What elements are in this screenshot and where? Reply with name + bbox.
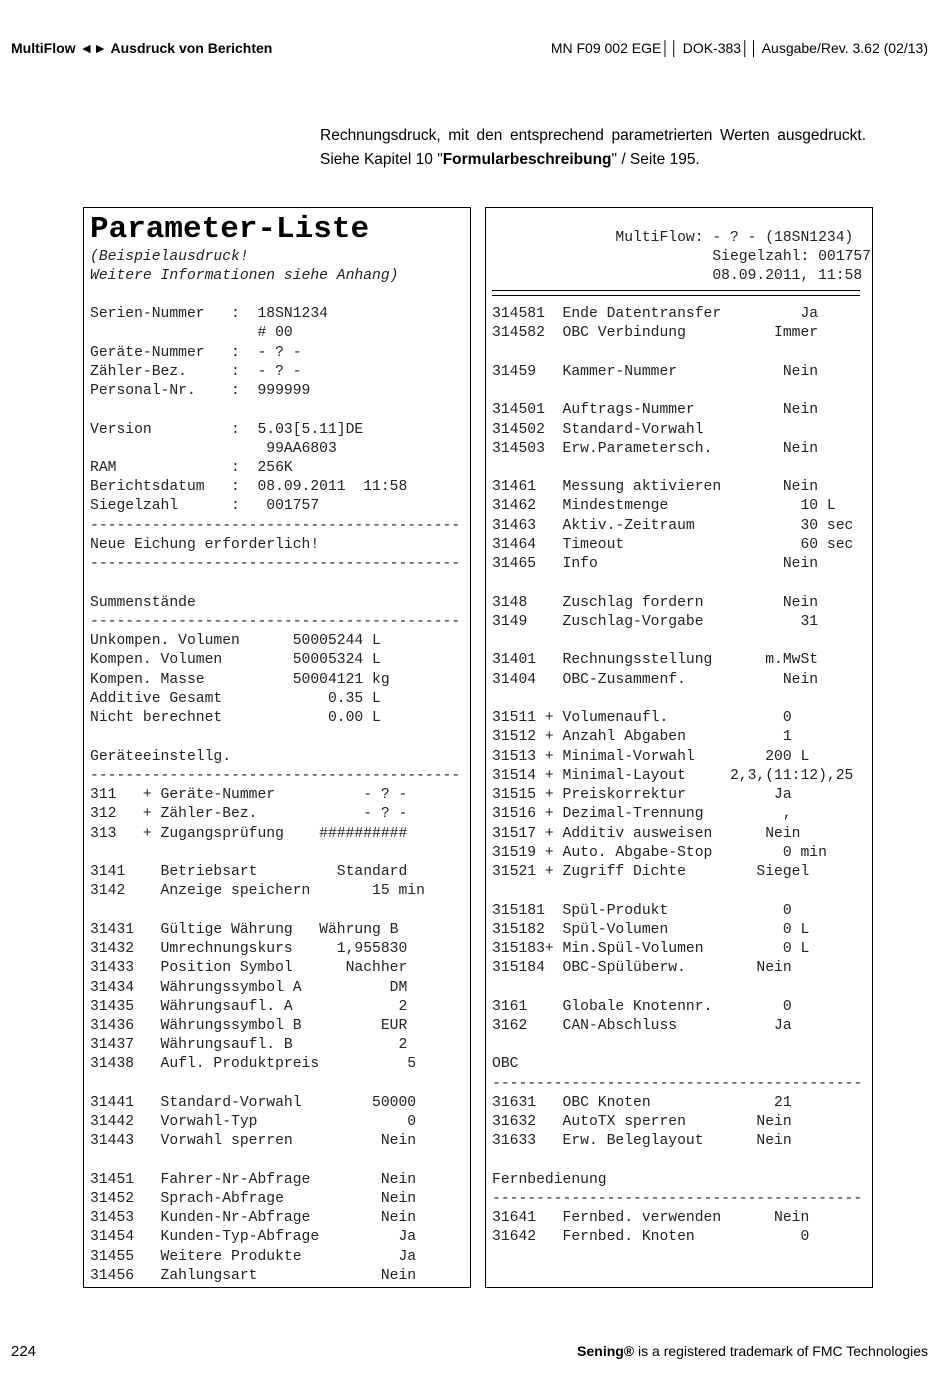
- header-doc-reference: MN F09 002 EGE││ DOK-383││ Ausgabe/Rev. 3.62 (02/13): [550, 40, 928, 56]
- printout-line-right-19: 31515 + Preiskorrektur Ja: [492, 787, 792, 803]
- printout-line-left-19: Nicht berechnet 0.00 L: [90, 710, 381, 726]
- printout-line-left-13: Summenstände: [90, 595, 196, 611]
- printout-line-right-37: 31641 Fernbed. verwenden Nein: [492, 1210, 810, 1226]
- printout-line-right-10: 31465 Info Nein: [492, 556, 819, 572]
- printout-line-left-1: # 00: [90, 325, 293, 341]
- receipt-header-line-0: MultiFlow: - ? - (18SN1234): [492, 230, 854, 246]
- printout-line-left-28: 31432 Umrechnungskurs 1,955830: [90, 941, 408, 957]
- printout-line-left-5: Version : 5.03[5.11]DE: [90, 422, 364, 438]
- printout-line-left-38: 31451 Fahrer-Nr-Abfrage Nein: [90, 1172, 417, 1188]
- printout-line-left-33: 31437 Währungsaufl. B 2: [90, 1037, 408, 1053]
- printout-line-right-26: 315183+ Min.Spül-Volumen 0 L: [492, 941, 810, 957]
- intro-paragraph: [320, 124, 866, 172]
- printout-line-right-17: 31513 + Minimal-Vorwahl 200 L: [492, 749, 810, 765]
- printout-line-right-15: 31511 + Volumenaufl. 0: [492, 710, 792, 726]
- printout-line-left-4: Personal-Nr. : 999999: [90, 383, 311, 399]
- printout-line-right-7: 31462 Mindestmenge 10 L: [492, 498, 836, 514]
- printout-line-left-34: 31438 Aufl. Produktpreis 5: [90, 1056, 417, 1072]
- printout-line-left-43: 31456 Zahlungsart Nein: [90, 1268, 417, 1284]
- printout-line-right-6: 31461 Messung aktivieren Nein: [492, 479, 819, 495]
- printout-line-right-35: Fernbedienung: [492, 1172, 607, 1188]
- printout-line-right-4: 314502 Standard-Vorwahl: [492, 422, 704, 438]
- printout-line-left-9: Siegelzahl : 001757: [90, 498, 320, 514]
- printout-line-left-18: Additive Gesamt 0.35 L: [90, 691, 381, 707]
- printout-line-right-31: ------------------------------------------: [492, 1076, 863, 1092]
- printout-line-left-32: 31436 Währungssymbol B EUR: [90, 1018, 408, 1034]
- printout-line-left-23: 312 + Zähler-Bez. - ? -: [90, 806, 408, 822]
- printout-line-left-40: 31453 Kunden-Nr-Abfrage Nein: [90, 1210, 417, 1226]
- printout-line-left-10: ------------------------------------------: [90, 518, 461, 534]
- printout-line-right-5: 314503 Erw.Parametersch. Nein: [492, 441, 819, 457]
- printout-line-left-31: 31435 Währungsaufl. A 2: [90, 999, 408, 1015]
- intro-text-part1: Rechnungsdruck, mit den entsprechend parametrierten Werten ausgedruckt. Siehe Kapitel 10 ": [320, 127, 866, 168]
- receipt-header-line-2: 08.09.2011, 11:58: [492, 268, 863, 284]
- printout-line-right-29: 3162 CAN-Abschluss Ja: [492, 1018, 792, 1034]
- printout-line-left-41: 31454 Kunden-Typ-Abfrage Ja: [90, 1229, 417, 1245]
- printout-line-right-25: 315182 Spül-Volumen 0 L: [492, 922, 810, 938]
- printout-line-left-12: ------------------------------------------: [90, 556, 461, 572]
- trademark-text: is a registered trademark of FMC Technologies: [634, 1343, 928, 1359]
- printout-line-left-2: Geräte-Nummer : - ? -: [90, 345, 302, 361]
- printout-line-left-42: 31455 Weitere Produkte Ja: [90, 1249, 417, 1265]
- printout-line-left-17: Kompen. Masse 50004121 kg: [90, 672, 390, 688]
- printout-line-right-30: OBC: [492, 1056, 519, 1072]
- printout-line-left-30: 31434 Währungssymbol A DM: [90, 980, 408, 996]
- printout-line-left-24: 313 + Zugangsprüfung ##########: [90, 826, 408, 842]
- printout-line-left-27: 31431 Gültige Währung Währung B: [90, 922, 399, 938]
- printout-line-left-16: Kompen. Volumen 50005324 L: [90, 652, 381, 668]
- printout-line-right-1: 314582 OBC Verbindung Immer: [492, 325, 819, 341]
- printout-line-left-14: ------------------------------------------: [90, 614, 461, 630]
- printout-line-left-22: 311 + Geräte-Nummer - ? -: [90, 787, 408, 803]
- intro-text-part2: " / Seite 195.: [611, 151, 700, 168]
- printout-line-left-6: 99AA6803: [90, 441, 337, 457]
- printout-line-right-3: 314501 Auftrags-Nummer Nein: [492, 402, 819, 418]
- printout-line-right-21: 31517 + Additiv ausweisen Nein: [492, 826, 801, 842]
- printout-line-left-20: Geräteeinstellg.: [90, 749, 232, 765]
- header-left-title: MultiFlow ◄► Ausdruck von Berichten: [11, 40, 273, 56]
- printout-line-left-3: Zähler-Bez. : - ? -: [90, 364, 302, 380]
- printout-line-right-9: 31464 Timeout 60 sec: [492, 537, 854, 553]
- printout-line-right-20: 31516 + Dezimal-Trennung ,: [492, 806, 792, 822]
- printout-line-left-35: 31441 Standard-Vorwahl 50000: [90, 1095, 417, 1111]
- printout-line-right-16: 31512 + Anzahl Abgaben 1: [492, 729, 792, 745]
- printout-line-right-27: 315184 OBC-Spülüberw. Nein: [492, 960, 792, 976]
- printout-line-left-7: RAM : 256K: [90, 460, 293, 476]
- printout-line-right-12: 3149 Zuschlag-Vorgabe 31: [492, 614, 819, 630]
- printout-line-left-21: ------------------------------------------: [90, 768, 461, 784]
- printout-line-left-36: 31442 Vorwahl-Typ 0: [90, 1114, 417, 1130]
- printout-line-left-26: 3142 Anzeige speichern 15 min: [90, 883, 425, 899]
- printout-line-left-37: 31443 Vorwahl sperren Nein: [90, 1133, 417, 1149]
- printout-line-right-22: 31519 + Auto. Abgabe-Stop 0 min: [492, 845, 827, 861]
- trademark-brand: Sening®: [577, 1343, 635, 1359]
- parameter-list-printout: [83, 207, 471, 1288]
- printout-line-left-11: Neue Eichung erforderlich!: [90, 537, 320, 553]
- printout-line-right-14: 31404 OBC-Zusammenf. Nein: [492, 672, 819, 688]
- printout-line-left-39: 31452 Sprach-Abfrage Nein: [90, 1191, 417, 1207]
- receipt-printout: [485, 207, 873, 1288]
- printout-line-right-34: 31633 Erw. Beleglayout Nein: [492, 1133, 792, 1149]
- printout-line-right-33: 31632 AutoTX sperren Nein: [492, 1114, 792, 1130]
- trademark-notice: [577, 1343, 928, 1359]
- printout-line-left-25: 3141 Betriebsart Standard: [90, 864, 408, 880]
- printout-line-right-18: 31514 + Minimal-Layout 2,3,(11:12),25: [492, 768, 854, 784]
- printout-line-left-29: 31433 Position Symbol Nachher: [90, 960, 408, 976]
- printout-line-right-38: 31642 Fernbed. Knoten 0: [492, 1229, 810, 1245]
- printout-line-right-8: 31463 Aktiv.-Zeitraum 30 sec: [492, 518, 854, 534]
- printout-line-right-13: 31401 Rechnungsstellung m.MwSt: [492, 652, 819, 668]
- printout-line-left-8: Berichtsdatum : 08.09.2011 11:58: [90, 479, 408, 495]
- printout-title: Parameter-Liste: [90, 212, 370, 247]
- printout-line-left-15: Unkompen. Volumen 50005244 L: [90, 633, 381, 649]
- printout-line-left-0: Serien-Nummer : 18SN1234: [90, 306, 328, 322]
- double-separator: [492, 290, 860, 296]
- receipt-header-line-1: Siegelzahl: 001757: [492, 249, 871, 265]
- printout-line-right-2: 31459 Kammer-Nummer Nein: [492, 364, 819, 380]
- printout-subtitle-1: (Beispielausdruck!: [90, 249, 249, 265]
- printout-line-right-23: 31521 + Zugriff Dichte Siegel: [492, 864, 810, 880]
- printout-line-right-32: 31631 OBC Knoten 21: [492, 1095, 792, 1111]
- printout-line-right-28: 3161 Globale Knotennr. 0: [492, 999, 792, 1015]
- printout-line-right-36: ------------------------------------------: [492, 1191, 863, 1207]
- intro-bold-reference: Formularbeschreibung: [442, 151, 612, 168]
- printout-line-right-0: 314581 Ende Datentransfer Ja: [492, 306, 819, 322]
- page-number: 224: [11, 1343, 37, 1360]
- printout-subtitle-2: Weitere Informationen siehe Anhang): [90, 268, 399, 284]
- printout-line-right-11: 3148 Zuschlag fordern Nein: [492, 595, 819, 611]
- printout-line-right-24: 315181 Spül-Produkt 0: [492, 903, 792, 919]
